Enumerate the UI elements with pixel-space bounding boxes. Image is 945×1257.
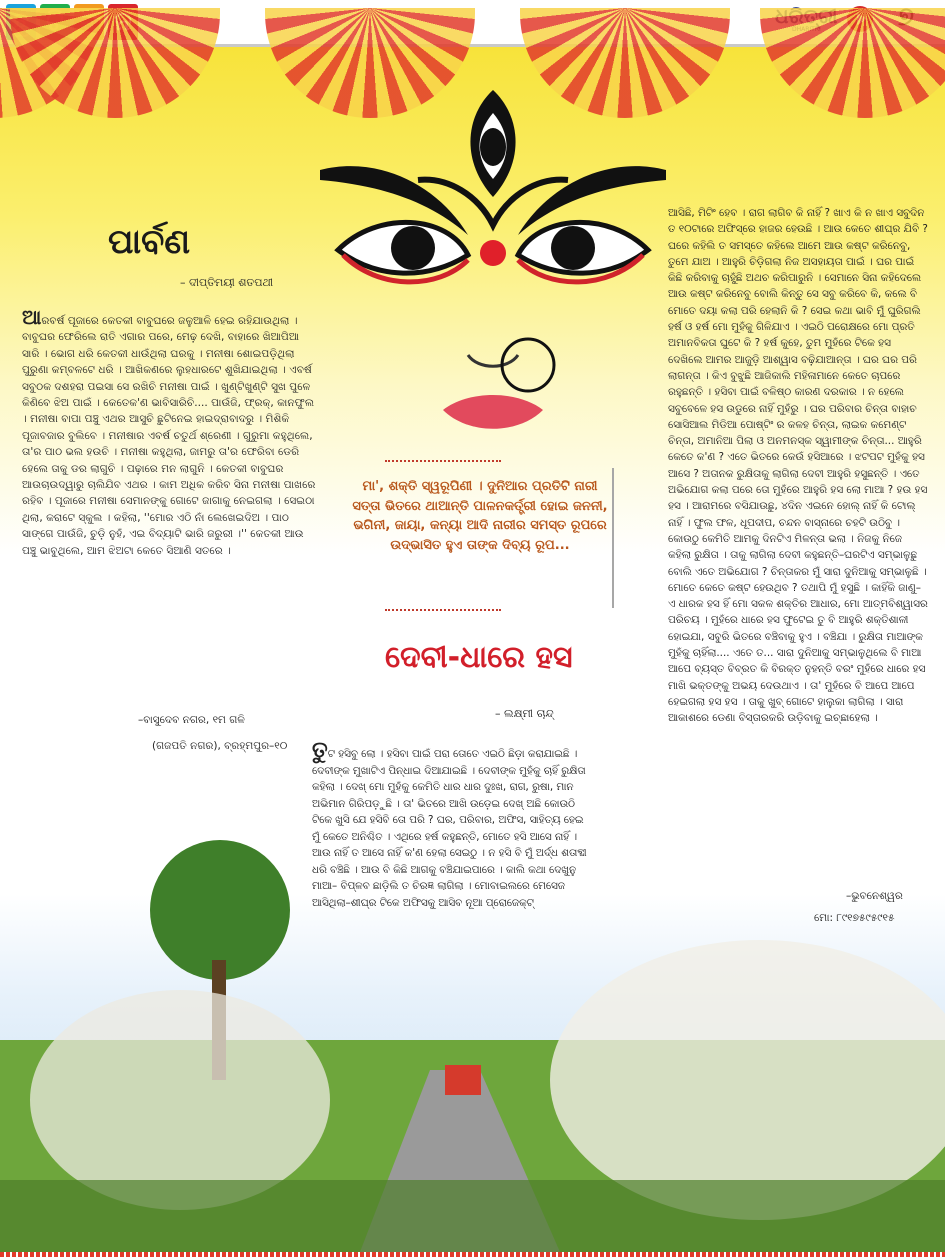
story-body: ଆସିଛି, ମିଟିଂ ହେବ । ରାଗ ଲାଗିବ କି ନାହିଁ ? ଖାଏ କି ନ ଖାଏ ସବୁଦିନ ତ ୧୦ଟାରେ ଅଫିସ୍‌ରେ ହାଜର ହେଉଛି । ଆଉ କେତେ ଶୀଘ୍ର ଯିବି ? ଘରେ କହିଲି ତ ସମସ୍ତେ କହିଲେ ଆମେ ଆଉ କଷ୍ଟ କରିନେବୁ, ତୁମେ ଯାଅ । ଆହୁରି ଚିଡ଼ିଗଲା ନିଜ ଅସହାୟତା ପାଇଁ । ଘର ପାଇଁ କିଛି କରିବାକୁ ଚାହୁଁଛି ଅଥଚ କରିପାରୁନି । ସେମାନେ ସିନା କହିଦେଲେ ଆଉ କଷ୍ଟ କରିନେବୁ ବୋଲି କିନ୍ତୁ ସେ ସବୁ କରିବେ କି, କଲେ ବି ମୋତେ ଦୟା କଲା ପରି ହେଲାନି କି ? ସେଇ କଥା ଭାବି ମୁଁ ଘୁରିଗଲି ହର୍ଷ ଓ ହର୍ଷ ମୋ ମୁହଁକୁ ଗିଳିଯାଏ । ଏଇଠି ପରୋକ୍ଷରେ ମୋ ପ୍ରତି ଅମାନବିକତା ଘୁଟେ କି ? ହର୍ଷ କୁହେ, ତୁମ ମୁହଁରେ ଟିକେ ହସ ଦେଖିଲେ ଆମର ଆଜୁଡ଼ି ଆଶ୍ୱାସ ବଢ଼ିଯାଆନ୍ତା । ଘର ଘର ପରି ଲାଗନ୍ତା । କିଏ ବୁଝୁଛି ଆଜିକାଲି ମହିଳାମାନେ କେତେ ଚାପରେ ରହୁଛନ୍ତି । ହସିବା ପାଇଁ ବଳିଷ୍ଠ କାରଣ ଦରକାର । ନ ହେଲେ ସବୁବେଳେ ହସ ଉଡୁରେ ନାହିଁ ମୁହଁରୁ । ଘର ପରିବାର ଚିନ୍ତା ବାହାଚ ସୋସିଆଲ ମିଡିଆ ପୋଷ୍ଟିଂ ର କଳହ ଚିନ୍ତା, ଲାଇକ କମେଣ୍ଟ ଚିନ୍ତା, ଅମାନିଆ ପିଲା ଓ ଅନମନସ୍କ ସ୍ୱାମୀଙ୍କ ଚିନ୍ତା... ଆହୁରି କେତେ କ'ଣ ? ଏତେ ଭିତରେ କେଉଁ ହସିଆରେ । ଝଟପଟ ମୁହଁକୁ ହସ ଆସେ ? ଅତାନକ ରୁକ୍ଷିତାକୁ ଲାଗିଲା ଦେବୀ ଆହୁରି ହସୁଛନ୍ତି । ଏତେ ଅଭିଯୋଗ କଲା ପରେ ତୋ ମୁହଁରେ ଆହୁରି ହସ ଲୋ ମାଆ ? ହଉ ହସ ହସ । ଆରାମରେ ବସିଯାଉଛୁ, ୪ଦିନ ଏଇନେ ହୋଲ୍ ନାହିଁ କି ଟୋଲ୍ ନାହିଁ । ଫୁଲ ଫଳ, ଧୂପଦୀପ, ଚନ୍ଦନ ବାସ୍ନାରେ ଚହଟି ଉଠିବୁ । କୋଉଠୁ କେମିତି ଆମକୁ ଦିନଟିଏ ମିଳନ୍ତା ଭଲା । ନିଜକୁ ନିଜେ କହିଲା ରୁକ୍ଷିତା । ତାକୁ ଲାଗିଲା ଦେବୀ କହୁଛନ୍ତି–ଘରଟିଏ ସମ୍ଭାଳୁଛୁ ବୋଲି ଏତେ ଅଭିଯୋଗ ? ଚିନ୍ତାକର ମୁଁ ସାରା ଦୁନିଆକୁ ସମ୍ଭାଳୁଛି । ମୋତେ କେତେ କଷ୍ଟ ହେଉଥିବ ? ତଥାପି ମୁଁ ହସୁଛି । କାହିଁକି ଜାଣୁ–ଏ ଧାରକ ହସ ହିଁ ମୋ ସକଳ ଶକ୍ତିର ଆଧାର, ମୋ ଆତ୍ମବିଶ୍ୱାସର ପରିଚୟ । ମୁହଁରେ ଧାରେ ହସ ଫୁଟେଇ ତୁ ବି ଆହୁରି ଶକ୍ତିଶାଳୀ ହୋଇଯା, ସବୁରି ଭିତରେ ବଞ୍ଚିବାକୁ ହୁଏ । ବଞ୍ଚିଯା । ରୁକ୍ଷିତା ମାଆଙ୍କ ମୁହଁକୁ ଚାହିଁଲା.... ଏତେ ତ... ସାରା ଦୁନିଆକୁ ସମ୍ଭାଳୁଥିଲେ ବି ମାଆ ଆପେ ବ୍ୟସ୍ତ ବିବ୍ରତ କି ବିରକ୍ତ ନୁହନ୍ତି ବରଂ ମୁହଁରେ ଧାରେ ହସ ମାଖି ଭକ୍ତଙ୍କୁ ଅଭୟ ଦେଉଥାଏ । ତା' ମୁହଁରେ ବି ଆପେ ଆପେ ହେଇଗଲା ହସ ହସ । ତାକୁ ଖୁବ୍ ଗୋଟେ ହାଲୁକା ଲାଗିଲା । ସାରା ଆକାଶରେ ଡେଣା ବିସ୍ତାରକରି ଉଡ଼ିବାକୁ ଇଚ୍ଛାହେଲା । — [668, 207, 928, 725]
quote-rule-top — [385, 460, 501, 462]
story-byline: – ଲକ୍ଷ୍ମୀ ଚାନ୍ଦ୍ — [495, 707, 554, 720]
author-address: –ବାସୁଦେବ ନଗର, ୧ମ ଗଳି — [138, 714, 245, 726]
author-place: –ଭୁବନେଶ୍ୱର — [846, 890, 903, 902]
pull-quote: ମା', ଶକ୍ତି ସ୍ୱରୂପିଣୀ । ଦୁନିଆର ପ୍ରତିଟି ନାରୀ ସତ୍ତା ଭିତରେ ଥାଆନ୍ତି ପାଳନକର୍ତ୍ତ୍ରୀ ହୋଇ ଜନନୀ, ଭଗିନୀ, ଜାୟା, କନ୍ୟା ଆଦି ନାରୀର ସମସ୍ତ ରୂପରେ ଉଦ୍‌ଭାସିତ ହୁଏ ତାଙ୍କ ଦିବ୍ୟ ରୂପ... — [352, 479, 608, 553]
drop-cap: ଆ — [22, 305, 42, 329]
bus — [445, 1065, 481, 1095]
mandala-ornament — [760, 8, 945, 118]
story-text: ରବର୍ଷ ପୂଜାରେ କେତକୀ ବାବୁଘରେ ଜଳୁଆଳି ହେଇ ରହିଯାଉଥିଲା । ବାବୁଘର ଫେରିଲେ ରାତି ଏଗାର ପରେ, ମେଢ଼ ଦେଖି, ବାହାରେ ଖିଆପିଆ ସାରି । ଭୋଗ ଧରି କେତକୀ ଧାଉଁଥିଲା ଘରକୁ । ମନୀଷା ଶୋଇପଡ଼ିଥିଲା ପୁରୁଣା କମ୍ବଳଟେ ଧରି । ଆଖିକଣରେ ଲୁହଧାରଟେ ଶୁଖିଯାଇଥିଲା । ଏବର୍ଷ ସବୁଠକ ଦଶହରା ପଇସା ସେ ରଖିଚି ମନୀଷା ପାଇଁ । ଖୁଣ୍ଟିଖୁଣ୍ଟି ସୁଖ ପୁଳେ କିଣିବେ ଝିଅ ପାଇଁ । କେତେକ'ଣ ଭାବିସାରିଚି.... ପାଉଁଜି, ଫ୍ରକ୍, କାନଫୁଲ । ମନୀଷା ବାପା ପଞ୍ଚୁ ଏଥର ଆସୁଚି ଛୁଟିନେଇ ହାଇଦ୍ରାବାଦରୁ । ମିଶିକି ପୂଜାବଜାର ବୁଲିବେ । ମନୀଷାର ଏବର୍ଷ ଚତୁର୍ଥ ଶ୍ରେଣୀ । ଗୁରୁମା କହୁଥିଲେ, ତା'ର ପାଠ ଭଲ ହଉଚି । ମନୀଷା କହୁଥିଲା, ଜାମରୁ ତା'ର ଫେରିବା ଡେରି ହେଲେ ତାକୁ ଡର ଲାଗୁଚି । ପଢ଼ାରେ ମନ ଲାଗୁନି । କେତକୀ ବାବୁଘର ଆଉଚାଉଦ୍ୱାରୁ ଚାଲିଯିବ ଏଥର । କାମ ଅଧିକ କରିବ ସିନା ମନୀଷା ପାଖରେ ରହିବ । ପୂଜାରେ ମନୀଷା ସେମାନଙ୍କୁ ଗୋଟେ ଜାଗାକୁ ନେଇଗଲା । ସେଇଠା ଥିଲା, କରାଟେ ସ୍କୁଲ । କହିଲା, ''ମୋର ଏଠି ନାଁ ଲେଖେଇଦିଅ । ପାଠ ସାଙ୍ଗେ ପାଉଁଜି, ଚୁଡ଼ି ନୁହଁ, ଏଇ ବିଦ୍ୟାଟି ଭାରି ଜରୁରୀ ।'' କେତକୀ ଆଉ ପଞ୍ଚୁ ଭାବୁଥିଲେ, ଆମ ଝିଅଟା କେତେ ସିଆଣି ସତରେ । — [22, 315, 316, 557]
kans-grass-left — [30, 990, 330, 1210]
quote-rule-bottom — [385, 609, 501, 611]
goddess-face-illustration — [318, 85, 668, 475]
bindi — [480, 240, 506, 266]
author-phone: ମୋ: ୮୯୧୭୫୯୫୯୧୫ — [814, 912, 895, 924]
lips — [443, 395, 543, 429]
left-eye — [338, 222, 468, 282]
author-address: (ଗଜପତି ନଗର), ବ୍ରହ୍ମପୁର–୧୦ — [152, 740, 288, 752]
nose-ring — [502, 339, 554, 391]
tree — [150, 840, 290, 980]
right-eye — [518, 222, 648, 282]
grass-foreground — [0, 1180, 945, 1252]
story-title: ପାର୍ବଣ — [108, 222, 191, 262]
bottom-border — [0, 1252, 945, 1257]
story-text: ଟ ହସିବୁ ଲୋ । ହସିବା ପାଇଁ ପରା ତୋତେ ଏଇଠି ଛିଡ଼ା କରାଯାଇଛି । ଦେବୀଙ୍କ ମୁଖାଟିଏ ପିନ୍ଧାଇ ଦିଆଯାଇଛି । ଦେବୀଙ୍କ ମୁହଁକୁ ଚାହିଁ ରୁକ୍ଷିତା କହିଲା । ଦେଖ୍ ମୋ ମୁହଁକୁ କେମିତି ଧାର ଧାର ଦୁଃଖ, ରାଗ, ରୁଷା, ମାନ ଅଭିମାନ ଗିରିପଡ଼ୁଛି । ତା' ଭିତରେ ଆଖି ଉଡ଼େଇ ଦେଖ୍ ଅଛି କୋଉଠି ଟିକେ ଖୁସି ଯେ ହସିବି ତୋ ପରି ? ଘର, ପରିବାର, ଅଫିସ, ସାହିତ୍ୟ ହେଇ ମୁଁ କେତେ ଅନିଶ୍ଚିତ । ଏଥିରେ ହର୍ଷ କହୁଛନ୍ତି, ମୋତେ ହସି ଆସେ ନାହିଁ । ଆଉ ନାହିଁ ତ ଆସେ ନାହିଁ କ'ଣ ହେଲା ସେଇଠୁ । ନ ହସି ବି ମୁଁ ଅର୍ଦ୍ଧ ଶତାବ୍ଦୀ ଧରି ବଞ୍ଚିଛି । ଆଉ ବି କିଛି ଆଗକୁ ବଞ୍ଚିଯାଇପାରେ । କାଲି କଥା ଦେଖୁନୁ ମାଆ– ବିପ୍ଳବ ଛାଡ଼ିଲି ତ ଚିରଜ୍ଞ ଲାଗିଲା । ମୋବାଇଲରେ ମେସେଜ ଆସିଥିଲା–ଶୀଘ୍ର ଟିକେ ଅଫିସକୁ ଆସିବ ନୂଆ ପ୍ରୋଜେକ୍ଟ୍ — [312, 748, 587, 909]
story-title: ଦେବୀ-ଧାରେ ହସ — [385, 640, 573, 675]
third-eye — [470, 90, 515, 197]
landscape-photo — [0, 840, 945, 1252]
nose — [468, 355, 518, 366]
quote-side-rule — [612, 468, 614, 608]
drop-cap: ତୁ — [312, 738, 328, 763]
story-byline: – ଦୀପ୍ତିମୟୀ ଶତପଥୀ — [180, 276, 274, 289]
story-body — [22, 305, 318, 559]
